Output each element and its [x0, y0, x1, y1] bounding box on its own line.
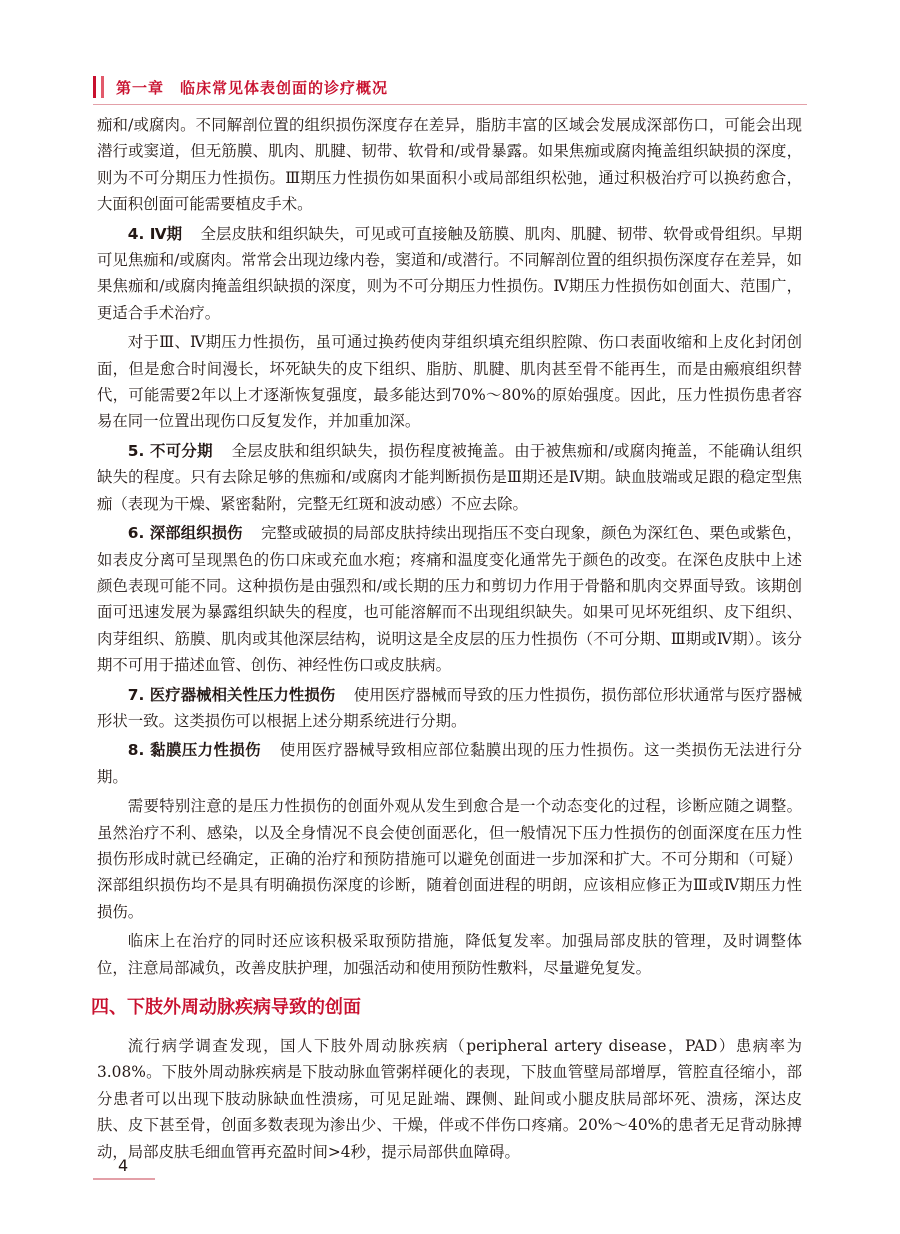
- stage-text: 全层皮肤和组织缺失，损伤程度被掩盖。由于被焦痂和/或腐肉掩盖，不能确认组织缺失的程度。只有去除足够的焦痂和/或腐肉才能判断损伤是Ⅲ期还是Ⅳ期。缺血肢端或足跟的稳定型焦痂（表现为干燥、紧密黏附，完整无红斑和波动感）不应去除。: [97, 441, 802, 513]
- header-bar-mark: [93, 76, 96, 98]
- paragraph-deep-tissue: [97, 520, 802, 678]
- paragraph: 需要特别注意的是压力性损伤的创面外观从发生到愈合是一个动态变化的过程，诊断应随之调整。虽然治疗不利、感染，以及全身情况不良会使创面恶化，但一般情况下压力性损伤的创面深度在压力性损伤形成时就已经确定，正确的治疗和预防措施可以避免创面进一步加深和扩大。不可分期和（可疑）深部组织损伤均不是具有明确损伤深度的诊断，随着创面进程的明朗，应该相应修正为Ⅲ或Ⅳ期压力性损伤。: [97, 797, 802, 921]
- stage-label: 8. 黏膜压力性损伤: [127, 741, 261, 760]
- stage-text: 全层皮肤和组织缺失，可见或可直接触及筋膜、肌肉、肌腱、韧带、软骨或骨组织。早期可见焦痂和/或腐肉。常常会出现边缘内卷，窦道和/或潜行。不同解剖位置的组织损伤深度存在差异，如果焦痂和/或腐肉掩盖组织缺损的深度，则为不可分期压力性损伤。Ⅳ期压力性损伤如创面大、范围广，更适合手术治疗。: [97, 224, 802, 322]
- paragraph: 流行病学调查发现，国人下肢外周动脉疾病（peripheral artery disease，PAD）患病率为3.08%。下肢外周动脉疾病是下肢动脉血管粥样硬化的表现，下肢血管壁局部增厚，管腔直径缩小，部分患者可以出现下肢动脉缺血性溃疡，可见足趾端、踝侧、趾间或小腿皮肤局部坏死、溃疡，深达皮肤、皮下甚至骨，创面多数表现为渗出少、干燥，伴或不伴伤口疼痛。20%～40%的患者无足背动脉搏动，局部皮肤毛细血管再充盈时间>4秒，提示局部供血障碍。: [97, 1037, 802, 1161]
- header-divider: [93, 104, 807, 105]
- paragraph: 对于Ⅲ、Ⅳ期压力性损伤，虽可通过换药使肉芽组织填充组织腔隙、伤口表面收缩和上皮化封闭创面，但是愈合时间漫长，坏死缺失的皮下组织、脂肪、肌腱、肌肉甚至骨不能再生，而是由瘢痕组织替代，可能需要2年以上才逐渐恢复强度，最多能达到70%～80%的原始强度。因此，压力性损伤患者容易在同一位置出现伤口反复发作，并加重加深。: [97, 333, 802, 431]
- stage-label: 5. 不可分期: [127, 441, 213, 460]
- paragraph-mucosal: [97, 737, 802, 790]
- stage-text: 使用医疗器械而导致的压力性损伤，损伤部位形状通常与医疗器械形状一致。这类损伤可以根据上述分期系统进行分期。: [97, 685, 802, 730]
- paragraph-device-related: [97, 682, 802, 735]
- header-bar-mark-light: [101, 76, 104, 98]
- stage-label: 6. 深部组织损伤: [127, 524, 243, 543]
- chapter-title: 第一章 临床常见体表创面的诊疗概况: [116, 78, 389, 97]
- running-header: [93, 76, 388, 98]
- body-text: [91, 112, 802, 1165]
- paragraph: 痂和/或腐肉。不同解剖位置的组织损伤深度存在差异，脂肪丰富的区域会发展成深部伤口，可能会出现潜行或窦道，但无筋膜、肌肉、肌腱、韧带、软骨和/或骨暴露。如果焦痂或腐肉掩盖组织缺损的深度，则为不可分期压力性损伤。Ⅲ期压力性损伤如果面积小或局部组织松弛，通过积极治疗可以换药愈合，大面积创面可能需要植皮手术。: [97, 116, 802, 214]
- page-number: 4: [118, 1156, 129, 1175]
- footer-divider: [93, 1178, 155, 1180]
- stage-text: 使用医疗器械导致相应部位黏膜出现的压力性损伤。这一类损伤无法进行分期。: [97, 741, 802, 786]
- paragraph-unstageable: [97, 438, 802, 517]
- stage-label: 7. 医疗器械相关性压力性损伤: [127, 685, 336, 704]
- section-heading: 四、下肢外周动脉疾病导致的创面: [91, 997, 361, 1018]
- paragraph-stage-4: [97, 221, 802, 327]
- stage-label: 4. Ⅳ期: [127, 224, 183, 243]
- stage-text: 完整或破损的局部皮肤持续出现指压不变白现象，颜色为深红色、栗色或紫色，如表皮分离可呈现黑色的伤口床或充血水疱；疼痛和温度变化通常先于颜色的改变。在深色皮肤中上述颜色表现可能不同。这种损伤是由强烈和/或长期的压力和剪切力作用于骨骼和肌肉交界面导致。该期创面可迅速发展为暴露组织缺失的程度，也可能溶解而不出现组织缺失。如果可见坏死组织、皮下组织、肉芽组织、筋膜、肌肉或其他深层结构，说明这是全皮层的压力性损伤（不可分期、Ⅲ期或Ⅳ期）。该分期不可用于描述血管、创伤、神经性伤口或皮肤病。: [97, 524, 802, 675]
- paragraph: 临床上在治疗的同时还应该积极采取预防措施，降低复发率。加强局部皮肤的管理，及时调整体位，注意局部减负，改善皮肤护理，加强活动和使用预防性敷料，尽量避免复发。: [97, 932, 802, 977]
